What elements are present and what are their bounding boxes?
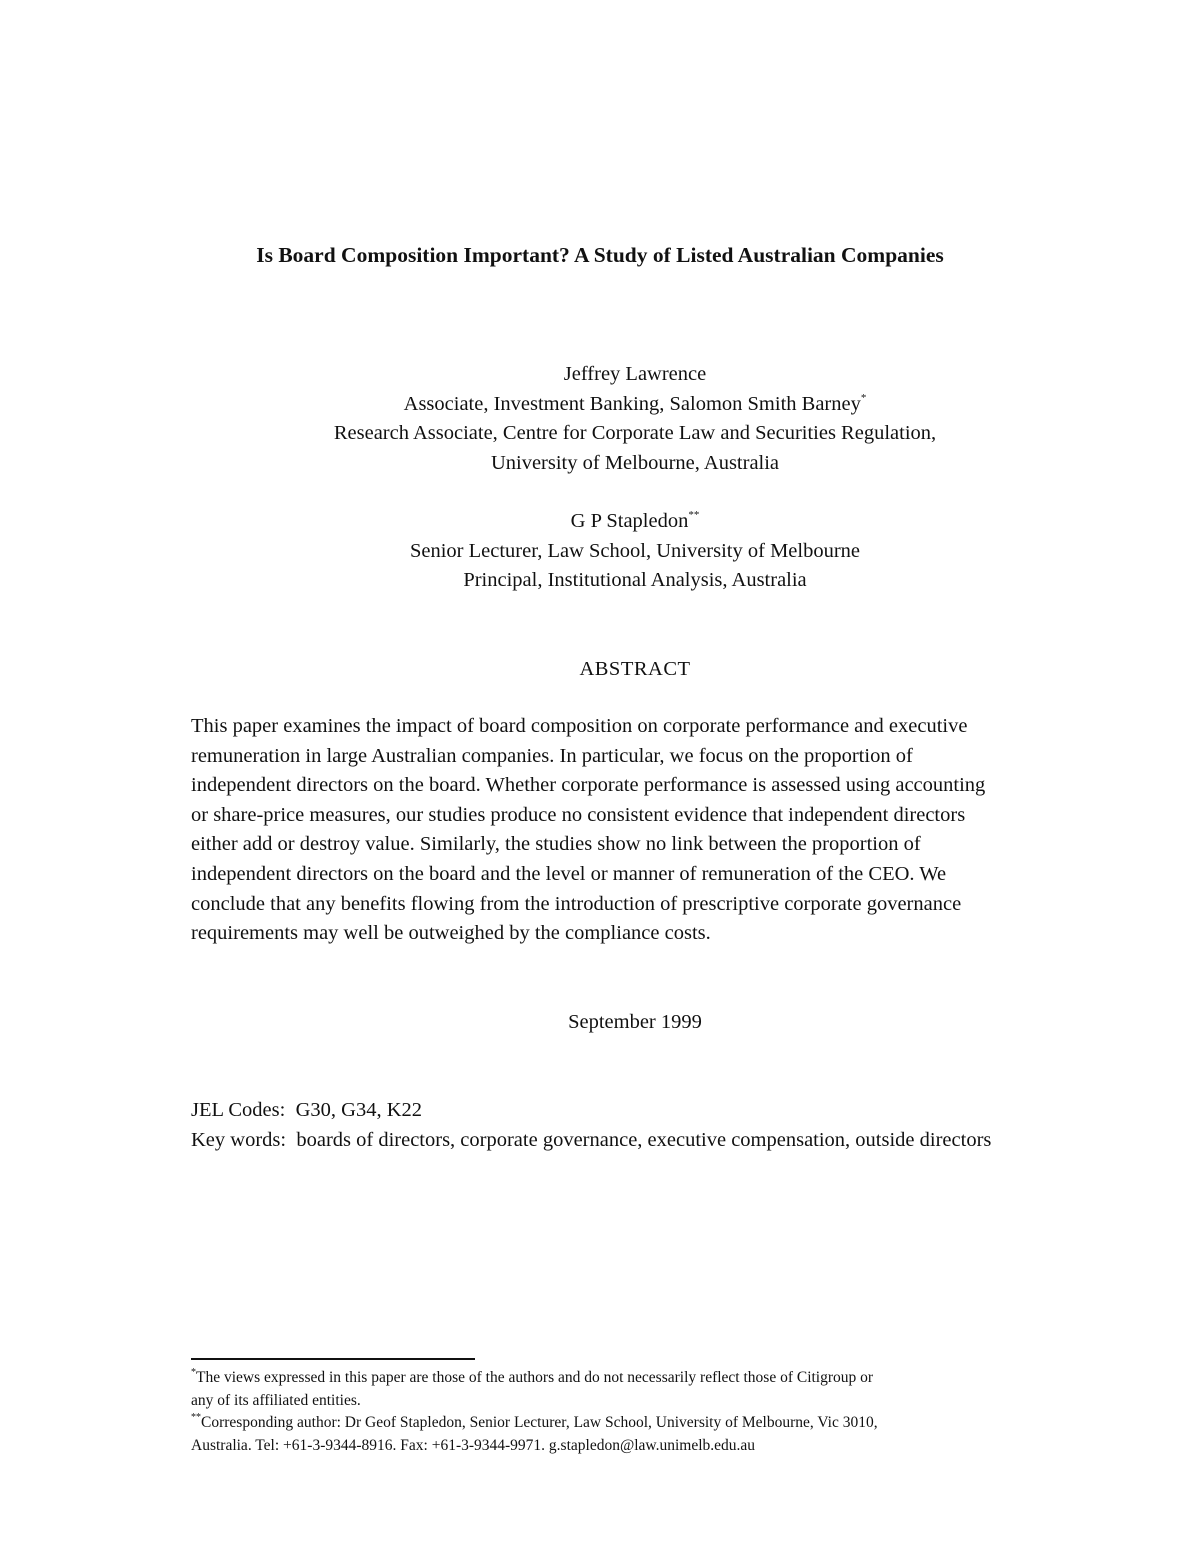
footnote-marker: ** <box>191 1412 201 1423</box>
abstract-body <box>191 712 1071 949</box>
footnote-line: **Corresponding author: Dr Geof Stapledon, Senior Lecturer, Law School, University of Melbourne, Vic 3010, <box>191 1412 878 1431</box>
abstract-line: remuneration in large Australian companies. In particular, we focus on the proportion of <box>191 744 913 767</box>
jel-value: G30, G34, K22 <box>295 1099 423 1121</box>
author-affiliation: Principal, Institutional Analysis, Australia <box>463 569 807 591</box>
author-block-2 <box>0 507 1200 596</box>
keywords-value: boards of directors, corporate governance, executive compensation, outside directors <box>296 1128 992 1151</box>
author-name: Jeffrey Lawrence <box>563 363 707 385</box>
footnote-line: any of its affiliated entities. <box>191 1391 361 1409</box>
author-affiliation: Associate, Investment Banking, Salomon Smith Barney* <box>403 391 867 415</box>
abstract-heading: ABSTRACT <box>579 658 691 680</box>
paper-title: Is Board Composition Important? A Study of Listed Australian Companies <box>256 243 944 267</box>
classification-block <box>191 1096 1091 1155</box>
footnote-marker: ** <box>688 509 700 521</box>
abstract-line: independent directors on the board and the level or manner of remuneration of the CEO. We <box>191 862 947 885</box>
author-name: G P Stapledon** <box>570 509 700 532</box>
author-affiliation: University of Melbourne, Australia <box>490 451 780 474</box>
footnote-divider <box>191 1358 475 1360</box>
keywords-label: Key words: <box>191 1128 287 1151</box>
abstract-line: requirements may well be outweighed by the compliance costs. <box>191 922 711 945</box>
abstract-line: either add or destroy value. Similarly, the studies show no link between the proportion of <box>191 833 921 856</box>
abstract-line: independent directors on the board. Whether corporate performance is assessed using accounting <box>191 774 986 797</box>
footnote-line: *The views expressed in this paper are those of the authors and do not necessarily reflect those of Citigroup or <box>191 1367 874 1386</box>
footnote-marker: * <box>860 391 867 404</box>
footnote-line: Australia. Tel: +61-3-9344-8916. Fax: +61-3-9344-9971. g.stapledon@law.unimelb.edu.au <box>191 1436 756 1454</box>
abstract-line: or share-price measures, our studies produce no consistent evidence that independent directors <box>191 803 966 826</box>
abstract-line: conclude that any benefits flowing from the introduction of prescriptive corporate governance <box>191 892 962 915</box>
jel-codes <box>191 1096 1091 1126</box>
footnote-marker: * <box>191 1367 196 1378</box>
paper-date: September 1999 <box>568 1011 702 1033</box>
abstract-line: This paper examines the impact of board composition on corporate performance and executive <box>191 715 968 737</box>
jel-label: JEL Codes: <box>191 1099 286 1121</box>
author-block-1 <box>0 360 1200 478</box>
author-affiliation: Research Associate, Centre for Corporate Law and Securities Regulation, <box>333 422 937 444</box>
key-words <box>191 1126 1091 1156</box>
author-affiliation: Senior Lecturer, Law School, University of Melbourne <box>409 539 861 562</box>
footnotes <box>191 1367 1081 1457</box>
